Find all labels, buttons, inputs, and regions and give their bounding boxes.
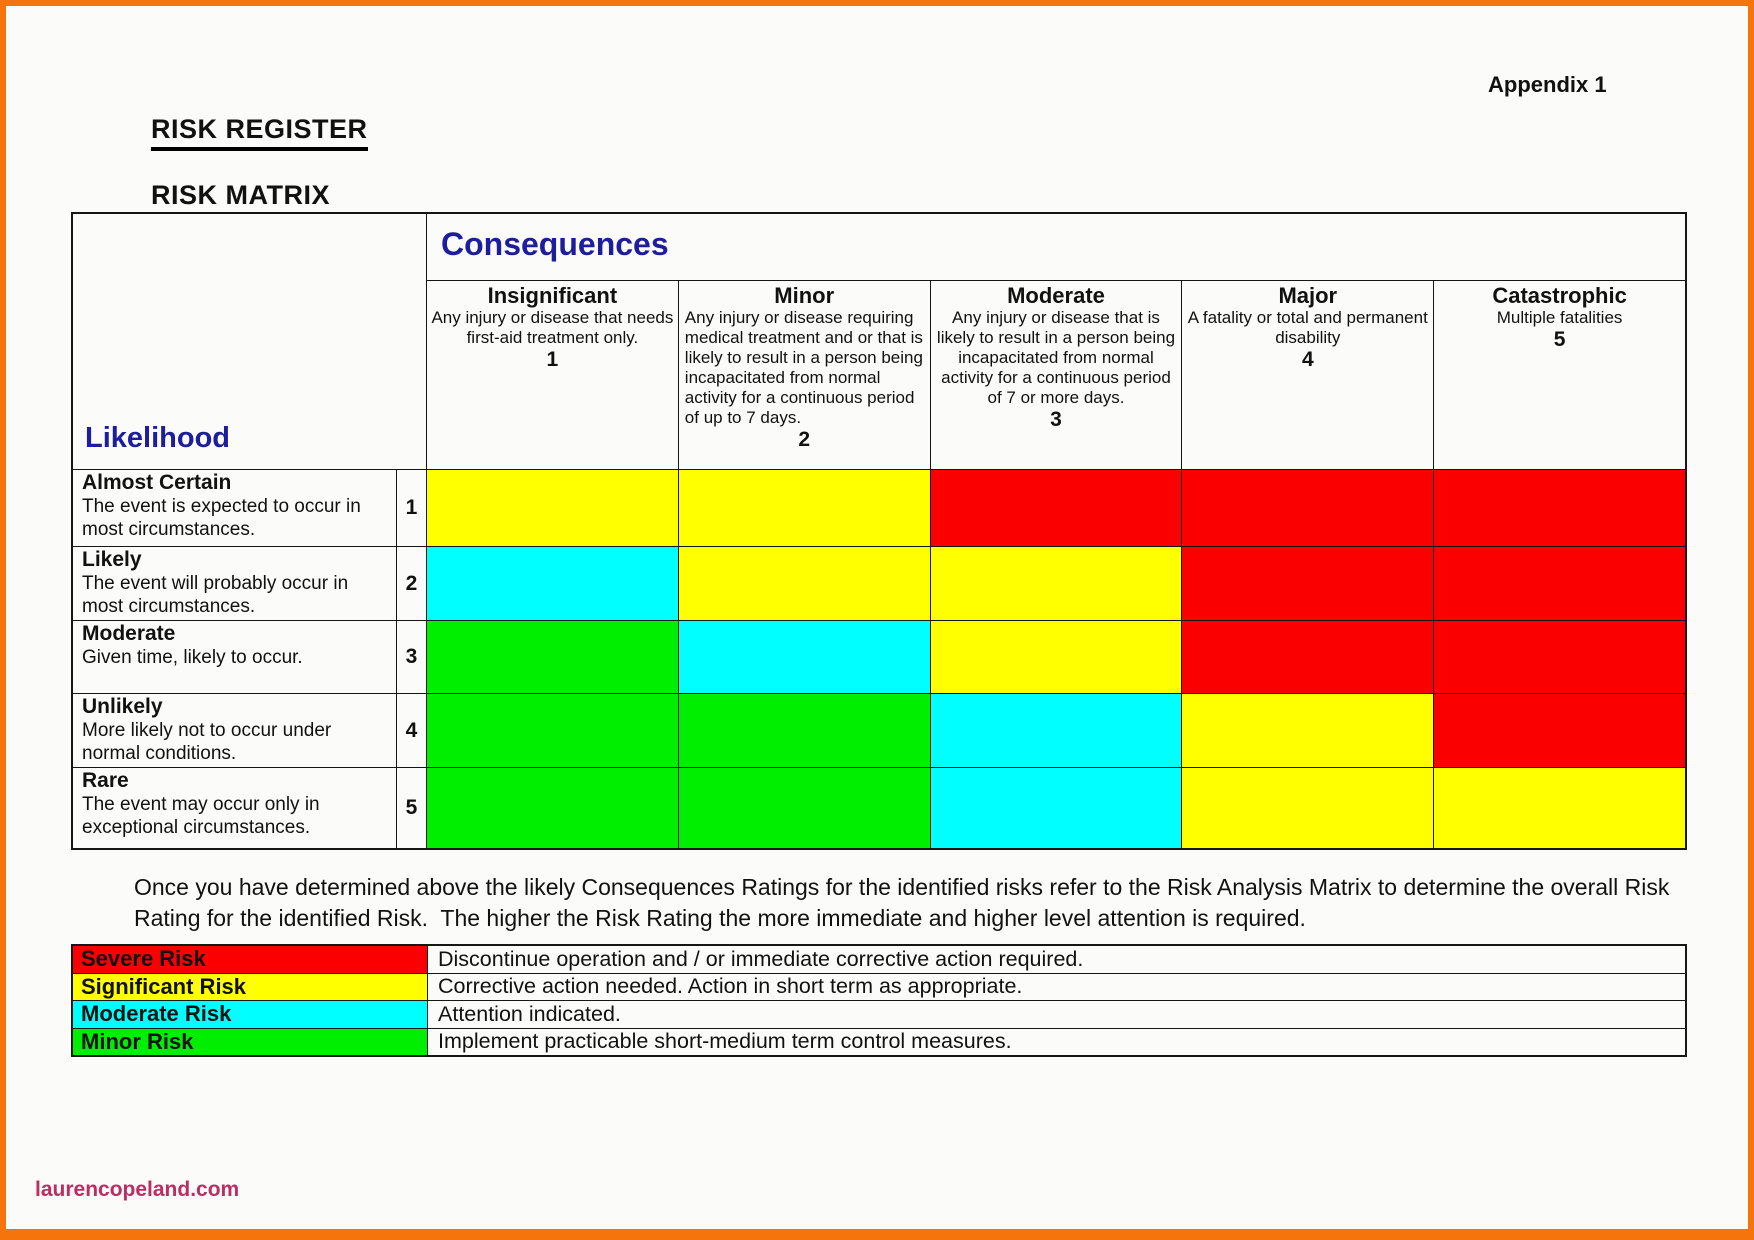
legend-action-severe: Discontinue operation and / or immediate corrective action required.	[428, 946, 1685, 973]
row-header-unlikely: Unlikely More likely not to occur under normal conditions.	[73, 694, 396, 767]
row-rating: 3	[397, 621, 426, 693]
appendix-label: Appendix 1	[1488, 72, 1607, 97]
column-header-catastrophic: Catastrophic Multiple fatalities 5	[1434, 281, 1685, 469]
legend-label-significant: Significant Risk	[73, 974, 427, 1001]
column-header-insignificant: Insignificant Any injury or disease that needs first-aid treatment only. 1	[427, 281, 678, 469]
instructions-paragraph: Once you have determined above the likely Consequences Ratings for the identified risks refer to the Risk Analysis Matrix to determine the overall Risk Rating for the identified Risk. The higher the Risk Rating the more immediate and higher level attention is required.	[134, 874, 1676, 931]
legend-label-severe: Severe Risk	[73, 946, 427, 973]
row-rating: 1	[397, 470, 426, 546]
legend-label-moderate: Moderate Risk	[73, 1001, 427, 1028]
column-header-minor: Minor Any injury or disease requiring medical treatment and or that is likely to result in a person being incapacitated from normal activity for a continuous period of up to 7 days. 2	[679, 281, 930, 469]
column-header-moderate: Moderate Any injury or disease that is likely to result in a person being incapacitated from normal activity for a continuous period of 7 or more days. 3	[931, 281, 1182, 469]
row-header-moderate: Moderate Given time, likely to occur.	[73, 621, 396, 693]
row-rating: 4	[397, 694, 426, 767]
row-header-likely: Likely The event will probably occur in most circumstances.	[73, 547, 396, 620]
page-title: RISK REGISTER	[151, 114, 368, 151]
likelihood-label: Likelihood	[85, 422, 230, 454]
row-header-rare: Rare The event may occur only in exceptional circumstances.	[73, 768, 396, 848]
row-header-almost-certain: Almost Certain The event is expected to occur in most circumstances.	[73, 470, 396, 546]
row-rating: 5	[397, 768, 426, 848]
legend-action-moderate: Attention indicated.	[428, 1001, 1685, 1028]
legend-action-minor: Implement practicable short-medium term control measures.	[428, 1029, 1685, 1056]
legend-label-minor: Minor Risk	[73, 1029, 427, 1056]
section-title-risk-matrix: RISK MATRIX	[151, 180, 330, 210]
row-rating: 2	[397, 547, 426, 620]
legend-action-significant: Corrective action needed. Action in short term as appropriate.	[428, 974, 1685, 1001]
column-header-major: Major A fatality or total and permanent disability 4	[1182, 281, 1433, 469]
consequences-label: Consequences	[441, 226, 669, 262]
watermark-text: laurencopeland.com	[35, 1178, 240, 1201]
